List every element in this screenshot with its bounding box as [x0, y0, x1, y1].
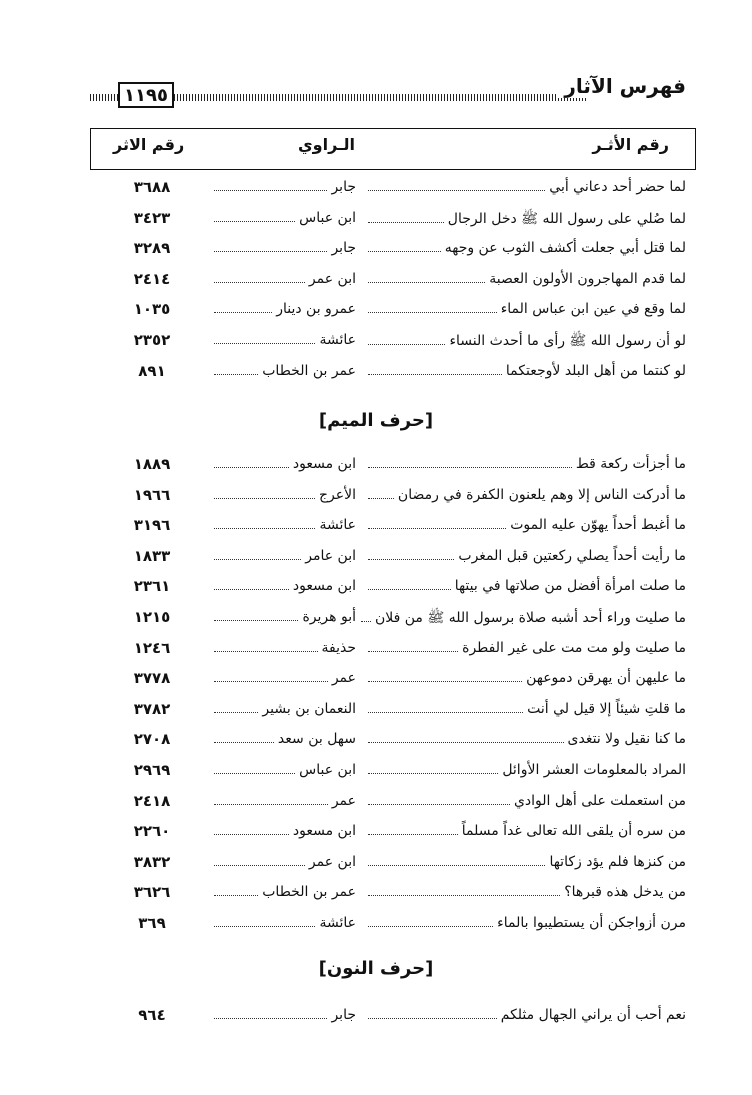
page-number: ١١٩٥ — [118, 82, 174, 108]
athar-text: من استعملت على أهل الوادي — [513, 792, 686, 809]
athar-text-cell — [368, 332, 686, 352]
athar-text: ما رأيت أحداً يصلي ركعتين قبل المغرب — [458, 547, 686, 564]
leader-dots — [368, 834, 458, 835]
index-row — [110, 1003, 686, 1033]
athar-number: ٢٣٦١ — [133, 577, 171, 596]
athar-number: ١٠٣٥ — [133, 300, 171, 319]
rawi-cell — [214, 210, 356, 226]
athar-number: ٢٣٥٢ — [133, 331, 171, 349]
rawi-name: ابن عمر — [308, 270, 356, 287]
rawi-cell — [214, 640, 356, 656]
leader-dots — [214, 865, 305, 866]
column-header — [90, 128, 696, 170]
athar-number: ٢٤١٨ — [133, 791, 171, 810]
index-row — [110, 911, 686, 941]
athar-text: لما قدم المهاجرون الأولون العصبة — [489, 270, 686, 287]
rawi-cell — [214, 301, 356, 317]
leader-dots — [368, 528, 506, 529]
rawi-cell — [214, 578, 356, 594]
athar-text: لما حضر أحد دعاني أبي — [549, 179, 686, 195]
rawi-name: جابر — [331, 240, 356, 257]
athar-text: نعم أحب أن يراني الجهال مثلكم — [500, 1007, 686, 1023]
athar-text-cell — [368, 609, 686, 629]
leader-dots — [368, 190, 545, 191]
leader-dots — [214, 312, 272, 313]
leader-dots — [214, 282, 305, 283]
section-heading: [حرف الميم] — [318, 410, 434, 431]
rawi-name: الأعرج — [319, 486, 356, 503]
section-heading: [حرف النون] — [318, 958, 434, 979]
rawi-cell — [214, 609, 356, 625]
athar-text-cell — [368, 363, 686, 379]
rawi-name: عمر بن الخطاب — [262, 884, 356, 901]
index-row — [110, 758, 686, 788]
rawi-name: ابن مسعود — [292, 578, 356, 595]
leader-dots — [214, 681, 328, 682]
rawi-name: عائشة — [319, 332, 356, 348]
athar-text: لما وقع في عين ابن عباس الماء — [500, 301, 686, 318]
athar-text: ما عليهن أن يهرقن دموعهن — [526, 670, 686, 687]
athar-number: ١٨٨٩ — [133, 455, 171, 473]
rawi-cell — [214, 884, 356, 900]
athar-number: ٢٧٠٨ — [133, 730, 171, 749]
athar-number: ٣٢٨٩ — [133, 239, 171, 258]
athar-text-cell — [368, 823, 686, 839]
index-row — [110, 666, 686, 696]
column-number-label: رقم الاثر — [113, 135, 185, 154]
rawi-cell — [214, 487, 356, 503]
index-row — [110, 175, 686, 205]
athar-text-cell — [368, 701, 686, 717]
rawi-cell — [214, 854, 356, 870]
athar-number: ٢٤١٤ — [133, 269, 171, 288]
athar-text-cell — [368, 487, 686, 503]
rawi-name: ابن عباس — [299, 762, 356, 778]
athar-number: ١٢١٥ — [133, 608, 171, 626]
leader-dots — [368, 804, 510, 805]
leader-dots — [214, 559, 301, 560]
rawi-cell — [214, 240, 356, 256]
athar-text-cell — [368, 578, 686, 594]
rawi-cell — [214, 701, 356, 717]
rawi-cell — [214, 363, 356, 379]
leader-dots — [214, 712, 258, 713]
leader-dots — [368, 681, 522, 682]
leader-dots — [214, 374, 258, 375]
rawi-name: عائشة — [319, 915, 356, 931]
athar-text-cell — [368, 548, 686, 564]
leader-dots — [214, 742, 274, 743]
athar-number: ٨٩١ — [138, 361, 166, 380]
leader-dots — [214, 1018, 327, 1019]
running-title: فهرس الآثار — [556, 74, 686, 98]
index-row — [110, 819, 686, 849]
rawi-name: ابن مسعود — [292, 456, 356, 472]
rawi-cell — [214, 179, 356, 195]
rawi-cell — [214, 762, 356, 778]
athar-number: ١٩٦٦ — [133, 485, 171, 504]
leader-dots — [214, 528, 315, 529]
index-row — [110, 206, 686, 236]
athar-number: ٣٨٣٢ — [133, 852, 171, 871]
athar-number: ٣٧٧٨ — [133, 669, 171, 688]
athar-text: من سره أن يلقى الله تعالى غداً مسلماً — [461, 823, 686, 840]
leader-dots — [214, 498, 315, 499]
index-row — [110, 697, 686, 727]
athar-text: ما أجزأت ركعة قط — [575, 456, 686, 472]
leader-dots — [368, 251, 441, 252]
rawi-cell — [214, 271, 356, 287]
leader-dots — [214, 895, 258, 896]
leader-dots — [368, 895, 560, 896]
rawi-name: عائشة — [319, 517, 356, 534]
leader-dots — [214, 620, 298, 621]
athar-number: ١٢٤٦ — [133, 638, 171, 657]
athar-text: مرن أزواجكن أن يستطيبوا بالماء — [497, 915, 686, 931]
athar-text-cell — [368, 240, 686, 256]
leader-dots — [214, 804, 328, 805]
athar-text: ما كنا نقيل ولا نتغدى — [567, 731, 686, 748]
rawi-name: أبو هريرة — [302, 609, 356, 625]
leader-dots — [214, 343, 315, 344]
athar-number: ٣٦٩ — [138, 914, 166, 932]
rawi-cell — [214, 731, 356, 747]
rawi-name: ابن عامر — [305, 547, 356, 564]
leader-dots — [368, 344, 445, 345]
running-header — [90, 72, 686, 106]
athar-text-cell — [368, 301, 686, 317]
rawi-cell — [214, 823, 356, 839]
athar-text: لما قتل أبي جعلت أكشف الثوب عن وجهه — [444, 240, 686, 257]
leader-dots — [368, 1018, 497, 1019]
athar-text: من يدخل هذه قبرها؟ — [564, 884, 686, 901]
index-row — [110, 328, 686, 358]
athar-text-cell — [368, 179, 686, 195]
leader-dots — [214, 651, 318, 652]
leader-dots — [368, 742, 564, 743]
leader-dots — [368, 651, 458, 652]
index-row — [110, 483, 686, 513]
leader-dots — [368, 865, 545, 866]
rawi-name: جابر — [331, 1007, 356, 1023]
leader-dots — [368, 589, 451, 590]
athar-number: ٣٦٨٨ — [133, 178, 171, 196]
athar-text: ما أدركت الناس إلا وهم يلعنون الكفرة في رمضان — [397, 486, 686, 503]
header-rule-right — [174, 94, 586, 101]
index-row — [110, 359, 686, 389]
index-row — [110, 297, 686, 327]
rawi-name: جابر — [331, 179, 356, 195]
athar-text-cell — [368, 1007, 686, 1023]
athar-number: ٢٩٦٩ — [133, 761, 171, 779]
index-row — [110, 789, 686, 819]
leader-dots — [368, 222, 444, 223]
leader-dots — [368, 312, 497, 313]
leader-dots — [214, 251, 327, 252]
leader-dots — [361, 621, 371, 622]
athar-text-cell — [368, 793, 686, 809]
athar-text: ما صليت وراء أحد أشبه صلاة برسول الله ﷺ من فلان — [374, 610, 686, 626]
athar-text-cell — [368, 762, 686, 778]
rawi-name: عمرو بن دينار — [276, 301, 356, 318]
leader-dots — [214, 589, 289, 590]
leader-dots — [368, 559, 454, 560]
leader-dots — [214, 773, 295, 774]
leader-dots — [368, 773, 498, 774]
column-athar-label: رقم الأثـر — [592, 135, 669, 154]
athar-number: ٩٦٤ — [138, 1006, 166, 1024]
athar-text-cell — [368, 517, 686, 533]
index-row — [110, 880, 686, 910]
rawi-cell — [214, 670, 356, 686]
athar-number: ٣٧٨٢ — [133, 699, 171, 718]
athar-text-cell — [368, 210, 686, 230]
rawi-cell — [214, 332, 356, 348]
rawi-name: ابن عمر — [308, 853, 356, 870]
athar-text: لو أن رسول الله ﷺ رأى ما أحدث النساء — [449, 333, 686, 349]
index-row — [110, 544, 686, 574]
leader-dots — [368, 926, 493, 927]
rawi-name: عمر — [331, 792, 356, 809]
rawi-name: سهل بن سعد — [277, 731, 356, 748]
index-row — [110, 267, 686, 297]
index-row — [110, 452, 686, 482]
leader-dots — [214, 221, 295, 222]
rawi-name: ابن مسعود — [292, 823, 356, 840]
athar-text-cell — [368, 640, 686, 656]
leader-dots — [214, 467, 289, 468]
column-rawi-label: الـراوي — [297, 135, 355, 154]
index-row — [110, 236, 686, 266]
athar-text: ما صلت امرأة أفضل من صلاتها في بيتها — [454, 578, 686, 595]
athar-text: المراد بالمعلومات العشر الأوائل — [502, 762, 686, 778]
rawi-cell — [214, 793, 356, 809]
header-rule-left — [90, 94, 118, 101]
leader-dots — [368, 374, 502, 375]
rawi-cell — [214, 915, 356, 931]
leader-dots — [368, 498, 394, 499]
leader-dots — [368, 282, 485, 283]
athar-number: ١٨٣٣ — [133, 546, 171, 565]
athar-text: ما قلتِ شيئاً إلا قيل لي أنت — [527, 700, 686, 717]
index-row — [110, 636, 686, 666]
index-row — [110, 513, 686, 543]
athar-number: ٣٦٢٦ — [133, 883, 171, 902]
rawi-cell — [214, 456, 356, 472]
rawi-cell — [214, 517, 356, 533]
athar-text-cell — [368, 670, 686, 686]
athar-text: ما أغبط أحداً يهوّن عليه الموت — [510, 517, 686, 534]
rawi-name: عمر بن الخطاب — [262, 362, 356, 379]
athar-text-cell — [368, 271, 686, 287]
rawi-cell — [214, 548, 356, 564]
leader-dots — [214, 834, 289, 835]
athar-text-cell — [368, 456, 686, 472]
leader-dots — [368, 712, 523, 713]
athar-text: لما صُلي على رسول الله ﷺ دخل الرجال — [447, 210, 686, 227]
leader-dots — [214, 926, 315, 927]
athar-number: ٣١٩٦ — [133, 516, 171, 535]
athar-number: ٣٤٢٣ — [133, 208, 171, 227]
index-row — [110, 605, 686, 635]
rawi-cell — [214, 1007, 356, 1023]
athar-text: لو كنتما من أهل البلد لأوجعتكما — [505, 362, 686, 379]
rawi-name: النعمان بن بشير — [262, 700, 356, 717]
rawi-name: عمر — [331, 670, 356, 687]
leader-dots — [214, 190, 327, 191]
rawi-name: حذيفة — [321, 639, 356, 656]
index-row — [110, 574, 686, 604]
index-row — [110, 850, 686, 880]
athar-text-cell — [368, 915, 686, 931]
athar-text-cell — [368, 884, 686, 900]
leader-dots — [368, 467, 572, 468]
athar-text: ما صليت ولو مت مت على غير الفطرة — [462, 639, 686, 656]
rawi-name: ابن عباس — [299, 209, 356, 226]
index-row — [110, 727, 686, 757]
athar-number: ٢٢٦٠ — [133, 822, 171, 841]
athar-text: من كنزها فلم يؤد زكاتها — [549, 853, 686, 870]
athar-text-cell — [368, 854, 686, 870]
athar-text-cell — [368, 731, 686, 747]
